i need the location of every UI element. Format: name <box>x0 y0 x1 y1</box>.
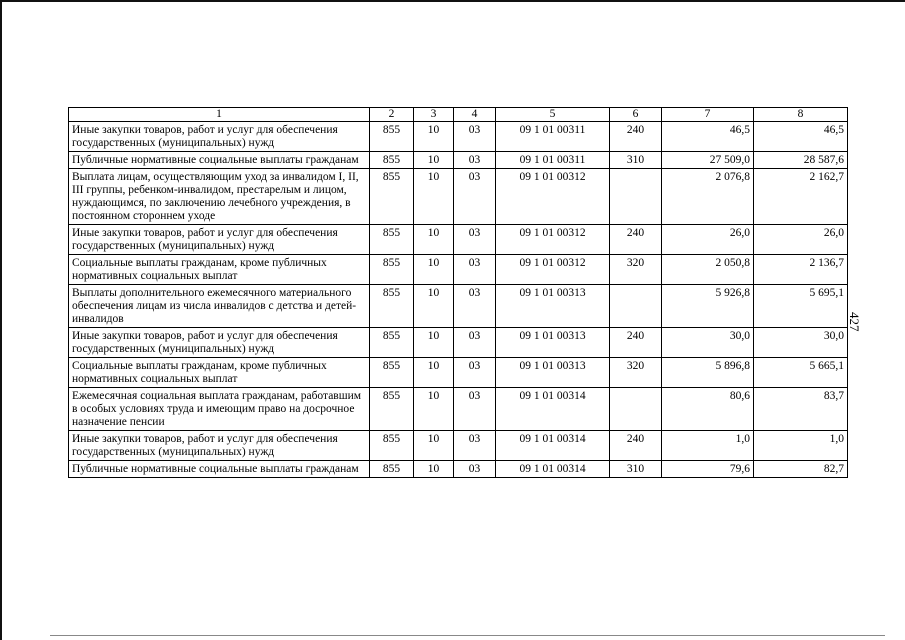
row-amount-col8: 2 162,7 <box>754 169 848 225</box>
row-target-article: 09 1 01 00312 <box>496 169 610 225</box>
row-amount-col8: 26,0 <box>754 225 848 255</box>
row-amount-col7: 5 926,8 <box>662 285 754 328</box>
row-name: Иные закупки товаров, работ и услуг для обеспечения государственных (муниципальных) нужд <box>69 431 370 461</box>
row-code-subsection: 03 <box>454 169 496 225</box>
row-amount-col8: 46,5 <box>754 122 848 152</box>
row-code-subsection: 03 <box>454 328 496 358</box>
row-code-section: 10 <box>414 169 454 225</box>
row-expense-type: 320 <box>610 358 662 388</box>
row-amount-col7: 30,0 <box>662 328 754 358</box>
row-code-ministry: 855 <box>370 225 414 255</box>
row-amount-col8: 1,0 <box>754 431 848 461</box>
header-cell: 3 <box>414 108 454 122</box>
row-code-section: 10 <box>414 152 454 169</box>
row-code-section: 10 <box>414 358 454 388</box>
row-code-subsection: 03 <box>454 358 496 388</box>
row-code-subsection: 03 <box>454 152 496 169</box>
row-target-article: 09 1 01 00312 <box>496 225 610 255</box>
table-row <box>69 225 848 255</box>
row-name: Социальные выплаты гражданам, кроме публичных нормативных социальных выплат <box>69 358 370 388</box>
row-code-ministry: 855 <box>370 122 414 152</box>
row-code-ministry: 855 <box>370 169 414 225</box>
row-code-section: 10 <box>414 431 454 461</box>
row-target-article: 09 1 01 00313 <box>496 285 610 328</box>
bottom-divider <box>50 635 885 636</box>
row-amount-col8: 28 587,6 <box>754 152 848 169</box>
header-cell: 1 <box>69 108 370 122</box>
row-code-subsection: 03 <box>454 461 496 478</box>
row-expense-type <box>610 285 662 328</box>
table-row <box>69 461 848 478</box>
row-name: Публичные нормативные социальные выплаты гражданам <box>69 461 370 478</box>
row-name: Иные закупки товаров, работ и услуг для обеспечения государственных (муниципальных) нужд <box>69 122 370 152</box>
header-cell: 2 <box>370 108 414 122</box>
row-amount-col7: 5 896,8 <box>662 358 754 388</box>
table-row <box>69 285 848 328</box>
row-name: Выплаты дополнительного ежемесячного материального обеспечения лицам из числа инвалидов с детства и детей-инвалидов <box>69 285 370 328</box>
row-amount-col7: 2 050,8 <box>662 255 754 285</box>
row-name: Ежемесячная социальная выплата гражданам, работавшим в особых условиях труда и имеющим право на досрочное назначение пенсии <box>69 388 370 431</box>
row-code-section: 10 <box>414 255 454 285</box>
row-amount-col8: 83,7 <box>754 388 848 431</box>
row-code-section: 10 <box>414 225 454 255</box>
row-code-subsection: 03 <box>454 388 496 431</box>
table-row <box>69 169 848 225</box>
row-amount-col8: 30,0 <box>754 328 848 358</box>
row-target-article: 09 1 01 00311 <box>496 122 610 152</box>
table-row <box>69 328 848 358</box>
row-name: Иные закупки товаров, работ и услуг для обеспечения государственных (муниципальных) нужд <box>69 328 370 358</box>
row-amount-col8: 5 665,1 <box>754 358 848 388</box>
table-row <box>69 255 848 285</box>
row-code-section: 10 <box>414 388 454 431</box>
row-amount-col7: 1,0 <box>662 431 754 461</box>
header-cell: 8 <box>754 108 848 122</box>
row-amount-col8: 2 136,7 <box>754 255 848 285</box>
row-code-ministry: 855 <box>370 285 414 328</box>
row-code-section: 10 <box>414 461 454 478</box>
header-cell: 7 <box>662 108 754 122</box>
header-cell: 4 <box>454 108 496 122</box>
row-code-ministry: 855 <box>370 358 414 388</box>
row-name: Иные закупки товаров, работ и услуг для обеспечения государственных (муниципальных) нужд <box>69 225 370 255</box>
row-target-article: 09 1 01 00313 <box>496 328 610 358</box>
row-code-ministry: 855 <box>370 461 414 478</box>
row-code-ministry: 855 <box>370 388 414 431</box>
row-expense-type: 240 <box>610 328 662 358</box>
page-number: 427 <box>847 312 862 332</box>
row-amount-col7: 46,5 <box>662 122 754 152</box>
header-cell: 6 <box>610 108 662 122</box>
row-amount-col7: 27 509,0 <box>662 152 754 169</box>
row-name: Выплата лицам, осуществляющим уход за инвалидом I, II, III группы, ребенком-инвалидом, престарелым и лицом, нуждающимся, по заключению лечебного учреждения, в постоянном стороннем уходе <box>69 169 370 225</box>
row-code-subsection: 03 <box>454 122 496 152</box>
row-code-section: 10 <box>414 328 454 358</box>
row-amount-col8: 82,7 <box>754 461 848 478</box>
table-row <box>69 388 848 431</box>
row-amount-col7: 80,6 <box>662 388 754 431</box>
row-amount-col7: 2 076,8 <box>662 169 754 225</box>
row-amount-col7: 26,0 <box>662 225 754 255</box>
row-code-section: 10 <box>414 122 454 152</box>
row-target-article: 09 1 01 00314 <box>496 461 610 478</box>
row-code-ministry: 855 <box>370 255 414 285</box>
row-expense-type: 240 <box>610 225 662 255</box>
row-code-ministry: 855 <box>370 328 414 358</box>
row-expense-type <box>610 169 662 225</box>
row-expense-type: 310 <box>610 152 662 169</box>
row-name: Публичные нормативные социальные выплаты гражданам <box>69 152 370 169</box>
row-target-article: 09 1 01 00314 <box>496 388 610 431</box>
row-target-article: 09 1 01 00312 <box>496 255 610 285</box>
row-expense-type: 320 <box>610 255 662 285</box>
row-code-subsection: 03 <box>454 225 496 255</box>
row-code-section: 10 <box>414 285 454 328</box>
header-row <box>69 108 848 122</box>
row-code-ministry: 855 <box>370 431 414 461</box>
header-cell: 5 <box>496 108 610 122</box>
row-code-subsection: 03 <box>454 431 496 461</box>
row-target-article: 09 1 01 00313 <box>496 358 610 388</box>
table-row <box>69 431 848 461</box>
row-code-ministry: 855 <box>370 152 414 169</box>
table-row <box>69 122 848 152</box>
row-target-article: 09 1 01 00311 <box>496 152 610 169</box>
table-row <box>69 358 848 388</box>
row-expense-type: 240 <box>610 122 662 152</box>
table-row <box>69 152 848 169</box>
row-expense-type: 240 <box>610 431 662 461</box>
row-code-subsection: 03 <box>454 255 496 285</box>
row-expense-type <box>610 388 662 431</box>
row-code-subsection: 03 <box>454 285 496 328</box>
budget-table <box>68 107 848 478</box>
row-expense-type: 310 <box>610 461 662 478</box>
row-amount-col7: 79,6 <box>662 461 754 478</box>
row-name: Социальные выплаты гражданам, кроме публичных нормативных социальных выплат <box>69 255 370 285</box>
row-amount-col8: 5 695,1 <box>754 285 848 328</box>
row-target-article: 09 1 01 00314 <box>496 431 610 461</box>
